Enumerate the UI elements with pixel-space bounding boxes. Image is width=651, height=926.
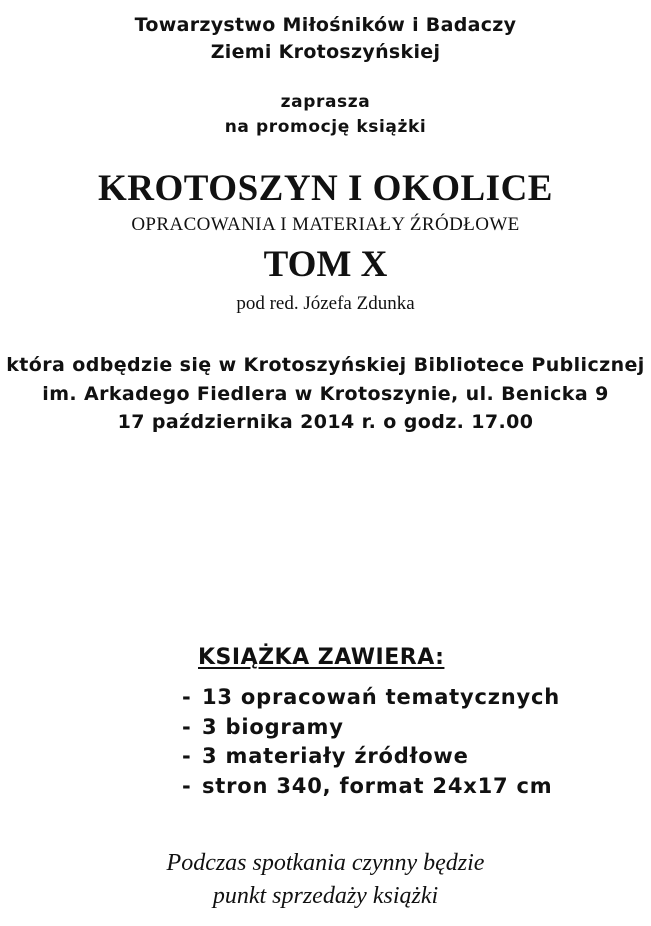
list-bullet: - — [182, 773, 192, 798]
list-item-text: 3 materiały źródłowe — [202, 744, 469, 768]
organizer-name-line-1: Towarzystwo Miłośników i Badaczy — [134, 14, 517, 36]
list-item — [182, 742, 560, 772]
contents-list — [182, 683, 560, 801]
list-bullet: - — [182, 744, 192, 768]
list-bullet: - — [182, 685, 192, 709]
closing-line-2: punkt sprzedaży książki — [212, 883, 439, 909]
book-title: KROTOSZYN I OKOLICE — [98, 168, 553, 209]
event-venue-line-1: która odbędzie się w Krotoszyńskiej Bibliotece Publicznej — [6, 354, 645, 376]
book-volume: TOM X — [263, 244, 388, 285]
list-item-text: 13 opracowań tematycznych — [202, 685, 560, 709]
list-bullet: - — [182, 714, 192, 739]
event-date-time: 17 października 2014 r. o godz. 17.00 — [117, 411, 534, 433]
closing-line-1: Podczas spotkania czynny będzie — [166, 850, 485, 876]
event-venue-line-2: im. Arkadego Fiedlera w Krotoszynie, ul. Benicka 9 — [42, 383, 609, 405]
invitation-purpose: na promocję książki — [224, 117, 427, 137]
list-item-text: stron 340, format 24x17 cm — [202, 773, 553, 798]
organizer-name-line-2: Ziemi Krotoszyńskiej — [210, 41, 441, 63]
book-editor: pod red. Józefa Zdunka — [236, 293, 415, 314]
invitation-verb: zaprasza — [280, 92, 371, 112]
book-subtitle: OPRACOWANIA I MATERIAŁY ŹRÓDŁOWE — [131, 214, 520, 235]
contents-heading: KSIĄŻKA ZAWIERA: — [198, 645, 445, 670]
list-item — [182, 683, 560, 713]
list-item — [182, 772, 560, 802]
list-item — [182, 713, 560, 743]
list-item-text: 3 biogramy — [202, 714, 344, 739]
